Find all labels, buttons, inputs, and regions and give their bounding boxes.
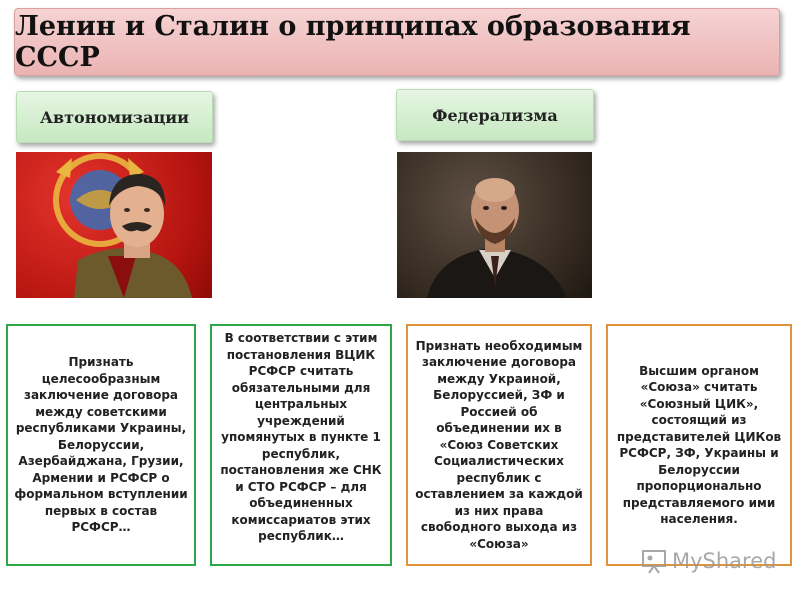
- page-title: Ленин и Сталин о принципах образования СССР: [15, 11, 691, 73]
- card-autonomization-2: [210, 324, 392, 566]
- presentation-board-icon: [641, 548, 667, 574]
- card-autonomization-1: [6, 324, 196, 566]
- lenin-portrait-illustration: [397, 152, 592, 298]
- card-federalism-2: [606, 324, 792, 566]
- watermark: [641, 546, 776, 576]
- label-autonomization: Автономизации: [16, 91, 213, 143]
- card-text: Высшим органом «Союза» считать «Союзный ЦИК», состоящий из представителей ЦИКов РСФСР, ЗФ, Украины и Белоруссии пропорционально представляемого ими населения.: [616, 363, 782, 526]
- label-federalism: Федерализма: [396, 89, 594, 141]
- card-federalism-1: [406, 324, 592, 566]
- portrait-stalin: [16, 152, 212, 298]
- card-text: Признать целесообразным заключение договора между советскими республиками Украины, Белоруссии, Азербайджана, Грузии, Армении и РСФСР о формальном вступлении первых в состав РСФСР…: [14, 355, 188, 535]
- stalin-portrait-illustration: [16, 152, 212, 298]
- portrait-lenin: [397, 152, 592, 298]
- watermark-text: MyShared: [672, 549, 777, 573]
- card-text: В соответствии с этим постановления ВЦИК РСФСР считать обязательными для центральных учреждений упомянутых в пункте 1 республик, постановления же СНК и СТО РСФСР – для объединенных комиссариатов этих республик…: [220, 331, 382, 543]
- page-title-banner: [14, 8, 780, 76]
- card-text: Признать необходимым заключение договора между Украиной, Белоруссией, ЗФ и Россией об объединении их в «Союз Советских Социалистических республик с оставлением за каждой из них права свободного выхода из «Союза»: [415, 338, 583, 551]
